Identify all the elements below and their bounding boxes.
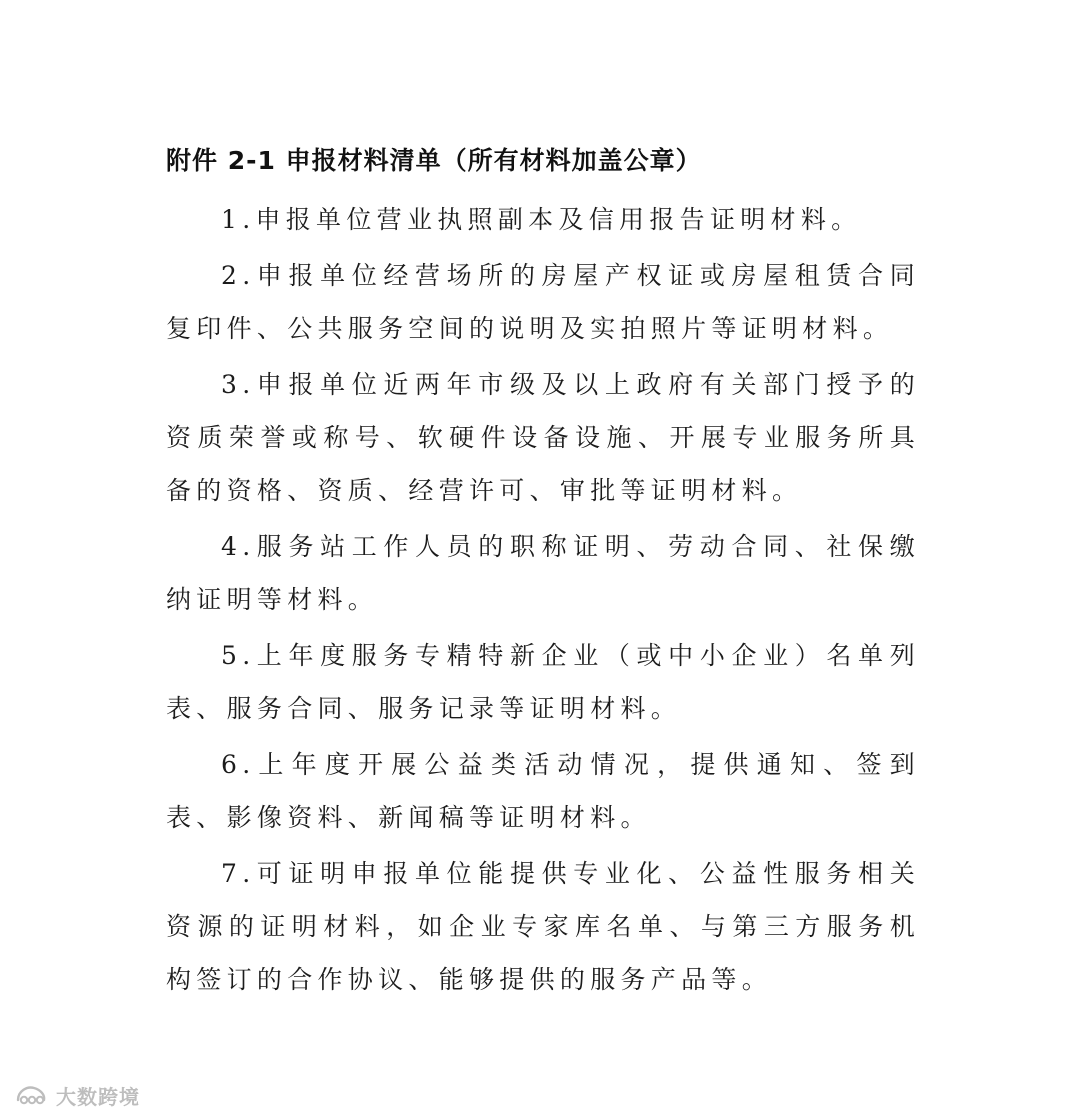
list-item: 6.上年度开展公益类活动情况，提供通知、签到表、影像资料、新闻稿等证明材料。 (166, 750, 920, 832)
document-body (166, 136, 920, 1009)
brand-logo-icon (14, 1082, 50, 1108)
list-item: 3.申报单位近两年市级及以上政府有关部门授予的资质荣誉或称号、软硬件设备设施、开展专业服务所具备的资格、资质、经营许可、审批等证明材料。 (166, 370, 920, 505)
document-title: 附件 2-1 申报材料清单（所有材料加盖公章） (166, 146, 702, 175)
watermark (14, 1080, 140, 1110)
list-item: 7.可证明申报单位能提供专业化、公益性服务相关资源的证明材料，如企业专家库名单、与第三方服务机构签订的合作协议、能够提供的服务产品等。 (166, 859, 920, 994)
list-item: 1.申报单位营业执照副本及信用报告证明材料。 (221, 205, 862, 234)
list-item: 4.服务站工作人员的职称证明、劳动合同、社保缴纳证明等材料。 (166, 532, 920, 614)
list-item: 5.上年度服务专精特新企业（或中小企业）名单列表、服务合同、服务记录等证明材料。 (166, 641, 920, 723)
list-item: 2.申报单位经营场所的房屋产权证或房屋租赁合同复印件、公共服务空间的说明及实拍照片等证明材料。 (166, 261, 920, 343)
watermark-text: 大数跨境 (56, 1084, 140, 1109)
